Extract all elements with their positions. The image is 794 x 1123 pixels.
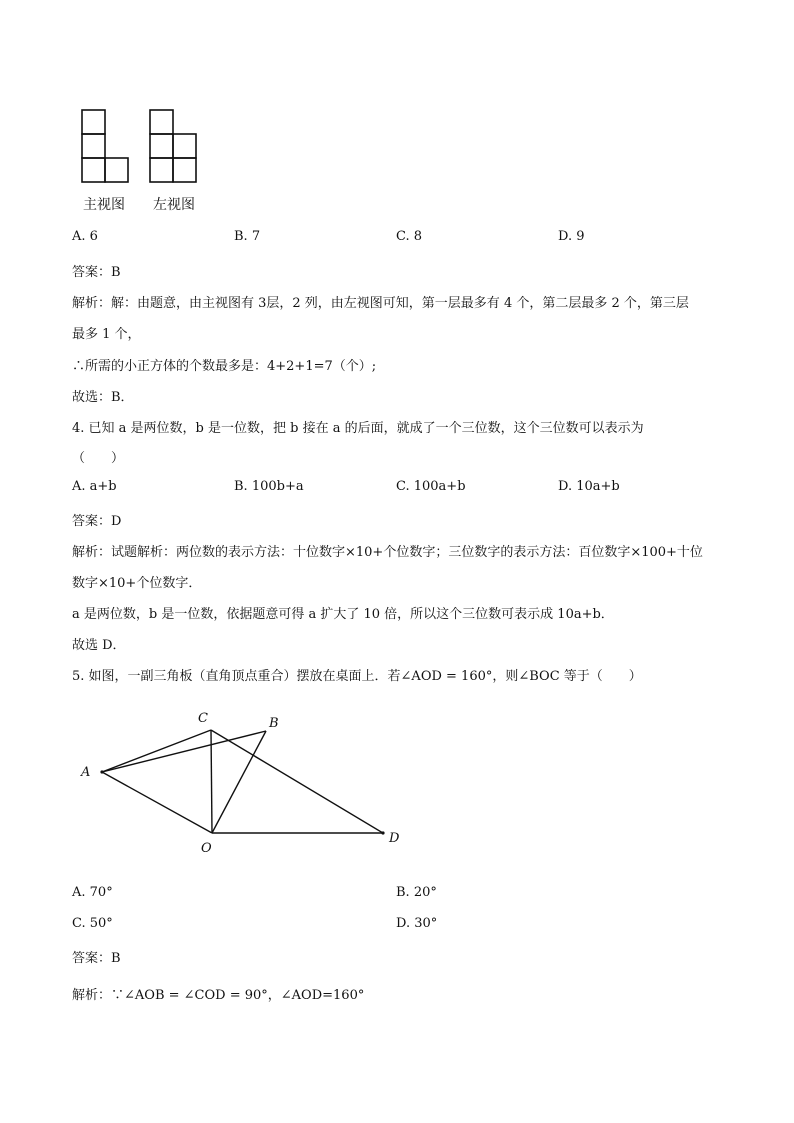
- label-c: C: [198, 711, 208, 726]
- front-view-figure: [82, 110, 128, 182]
- q5-option-b: B. 20°: [396, 885, 437, 900]
- label-o: O: [201, 841, 212, 856]
- q4-option-d: D. 10a+b: [558, 479, 620, 494]
- q4-conclusion: 故选 D．: [72, 638, 126, 653]
- segment-oa: [102, 772, 212, 833]
- q3-analysis-line-3: ∴所需的小正方体的个数最多是：4+2+1=7（个）;: [72, 359, 377, 374]
- q5-option-d: D. 30°: [396, 916, 438, 931]
- q5-analysis: 解析：∵∠AOB = ∠COD = 90°，∠AOD=160°: [72, 988, 365, 1003]
- q4-option-b: B. 100b+a: [234, 479, 304, 494]
- left-view-caption: 左视图: [153, 197, 195, 213]
- q5-answer: 答案：B: [72, 951, 121, 966]
- left-view-figure: [150, 110, 196, 182]
- q4-analysis-line-3: a 是两位数，b 是一位数，依据题意可得 a 扩大了 10 倍，所以这个三位数可表示成 10a+b．: [72, 607, 614, 622]
- segment-cd: [211, 730, 383, 833]
- q3-answer: 答案：B: [72, 265, 121, 280]
- q3-conclusion: 故选：B．: [72, 390, 134, 405]
- q3-option-b: B. 7: [234, 229, 261, 244]
- q3-option-a: A. 6: [72, 229, 98, 244]
- q4-option-a: A. a+b: [72, 479, 117, 494]
- segment-oc: [211, 730, 212, 833]
- q5-stem: 5. 如图，一副三角板（直角顶点重合）摆放在桌面上．若∠AOD = 160°，则∠BOC 等于（ ）: [72, 669, 642, 684]
- label-d: D: [389, 831, 400, 846]
- q4-analysis-line-1: 解析：试题解析：两位数的表示方法：十位数字×10+个位数字；三位数字的表示方法：百位数字×100+十位: [72, 545, 703, 560]
- q3-analysis-line-1: 解析：解：由题意，由主视图有 3层，2 列，由左视图可知，第一层最多有 4 个，第二层最多 2 个，第三层: [72, 296, 689, 311]
- q4-option-c: C. 100a+b: [396, 479, 466, 494]
- q4-stem-line-1: 4. 已知 a 是两位数，b 是一位数，把 b 接在 a 的后面，就成了一个三位数，这个三位数可以表示为: [72, 421, 644, 436]
- q3-option-d: D. 9: [558, 229, 585, 244]
- q4-analysis-line-2: 数字×10+个位数字．: [72, 576, 202, 591]
- q3-option-c: C. 8: [396, 229, 423, 244]
- q4-stem-line-2: （ ）: [72, 451, 125, 466]
- q5-option-a: A. 70°: [72, 885, 113, 900]
- label-a: A: [81, 765, 91, 780]
- q5-option-c: C. 50°: [72, 916, 113, 931]
- front-view-caption: 主视图: [83, 197, 125, 213]
- label-b: B: [269, 716, 279, 731]
- segment-ac: [102, 730, 211, 772]
- q4-answer: 答案：D: [72, 514, 122, 529]
- segment-ab: [102, 731, 266, 772]
- triangle-figure: [70, 700, 430, 865]
- q3-analysis-line-2: 最多 1 个，: [72, 327, 141, 342]
